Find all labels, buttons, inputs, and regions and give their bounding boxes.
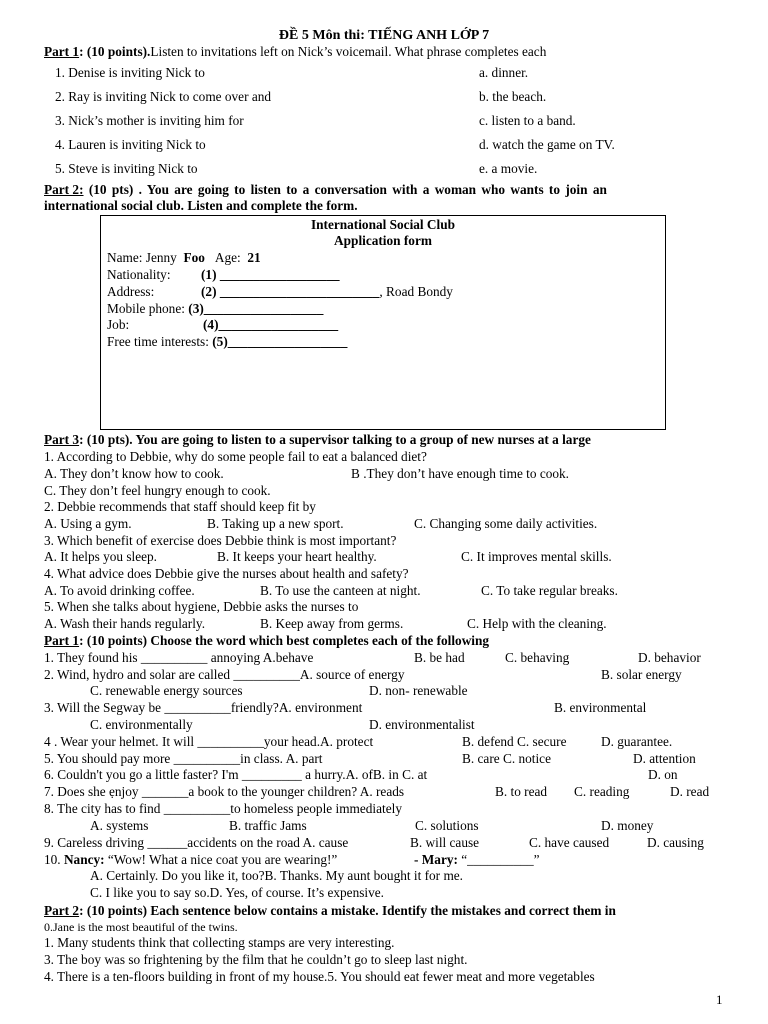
option: A. Certainly. Do you like it, too?B. Thanks. My aunt bought it for me.	[90, 868, 464, 883]
form-subheading: Application form	[334, 233, 432, 248]
question: 6. Couldn't you go a little faster? I'm _________ a hurry.A. ofB. in C. at	[44, 767, 428, 782]
matching-answer: c. listen to a band.	[479, 113, 576, 128]
option: C. Changing some daily activities.	[414, 516, 598, 531]
option: B. Keep away from germs.	[260, 616, 404, 631]
option: B. It keeps your heart healthy.	[217, 549, 377, 564]
option: B. defend C. secure	[462, 734, 567, 749]
question: 3. Which benefit of exercise does Debbie think is most important?	[44, 533, 397, 548]
option: C. They don’t feel hungry enough to cook.	[44, 483, 271, 498]
name-label: Name: Jenny	[107, 250, 177, 265]
matching-answer: e. a movie.	[479, 161, 538, 176]
part-instruction: Listen to invitations left on Nick’s voicemail. What phrase completes each	[150, 44, 547, 59]
option: C. To take regular breaks.	[481, 583, 618, 598]
option: C. behaving	[505, 650, 570, 665]
part-label: Part 1	[44, 633, 80, 648]
vocab-part1-heading	[44, 633, 489, 649]
nancy-line: “Wow! What a nice coat you are wearing!”	[107, 852, 338, 867]
mary-line: “__________”	[461, 852, 540, 867]
error-part2-heading	[44, 903, 616, 919]
page-number: 1	[716, 992, 723, 1007]
nationality-label: Nationality:	[107, 267, 171, 282]
listening-part3-heading	[44, 432, 591, 448]
error-sentence: 4. There is a ten-floors building in front of my house.5. You should eat fewer meat and more vegetables	[44, 969, 595, 984]
error-sentence: 1. Many students think that collecting stamps are very interesting.	[44, 935, 395, 950]
free-time-row	[107, 334, 347, 350]
option: D. behavior	[638, 650, 701, 665]
page-title: ĐỀ 5 Môn thi: TIẾNG ANH LỚP 7	[278, 28, 490, 43]
listening-part2-heading	[44, 182, 607, 198]
dialogue-reply	[414, 852, 540, 868]
option: D. on	[648, 767, 678, 782]
nationality-blank: (1) __________________	[201, 267, 340, 282]
job-blank: (4)__________________	[203, 317, 339, 332]
option: B. To use the canteen at night.	[260, 583, 421, 598]
address-row	[201, 284, 453, 300]
speaker-mary: - Mary:	[414, 852, 458, 867]
option: A. systems	[90, 818, 149, 833]
question: 8. The city has to find __________to homeless people immediately	[44, 801, 402, 816]
part-points: : (10 points).	[79, 44, 151, 59]
option: D. money	[601, 818, 654, 833]
surname-value: Foo	[183, 250, 205, 265]
matching-answer: a. dinner.	[479, 65, 529, 80]
question: 1. According to Debbie, why do some people fail to eat a balanced diet?	[44, 449, 427, 464]
part-instruction: (10 pts) . You are going to listen to a conversation with a woman who wants to join an	[83, 182, 607, 197]
job-label: Job:	[107, 317, 130, 332]
question: 5. You should pay more __________in class. A. part	[44, 751, 323, 766]
option: C. have caused	[529, 835, 610, 850]
example-sentence: 0.Jane is the most beautiful of the twins.	[44, 920, 238, 934]
option: C. reading	[574, 784, 630, 799]
option: C. Help with the cleaning.	[467, 616, 607, 631]
option: B. traffic Jams	[229, 818, 307, 833]
dialogue-question	[44, 852, 337, 868]
option: B. Taking up a new sport.	[207, 516, 344, 531]
question: 7. Does she ẹnjoy _______a book to the younger children? A. reads	[44, 784, 405, 799]
option: B .They don’t have enough time to cook.	[351, 466, 570, 481]
matching-answer: d. watch the game on TV.	[479, 137, 615, 152]
question: 4 . Wear your helmet. It will __________your head.A. protect	[44, 734, 374, 749]
mobile-label: Mobile phone:	[107, 301, 185, 316]
part-instruction: : (10 points) Choose the word which best completes each of the following	[79, 633, 490, 648]
option: D. environmentalist	[369, 717, 475, 732]
question: 5. When she talks about hygiene, Debbie asks the nurses to	[44, 599, 359, 614]
part-instruction: : (10 pts). You are going to listen to a supervisor talking to a group of new nurses at a large	[79, 432, 591, 447]
speaker-nancy: Nancy:	[63, 852, 105, 867]
part-instruction-cont: international social club. Listen and complete the form.	[44, 198, 358, 213]
option: D. read	[670, 784, 710, 799]
matching-question: 4. Lauren is inviting Nick to	[55, 137, 206, 152]
option: B. will cause	[410, 835, 480, 850]
option: D. attention	[633, 751, 696, 766]
option: A. Using a gym.	[44, 516, 132, 531]
question: 2. Debbie recommends that staff should keep fit by	[44, 499, 316, 514]
error-sentence: 3. The boy was so frightening by the film that he couldn’t go to sleep last night.	[44, 952, 468, 967]
option: D. guarantee.	[601, 734, 673, 749]
option: A. It helps you sleep.	[44, 549, 158, 564]
option: B. be had	[414, 650, 465, 665]
part-label: Part 3	[44, 432, 80, 447]
matching-answer: b. the beach.	[479, 89, 547, 104]
part-label: Part 1	[44, 44, 80, 59]
mobile-blank: (3)__________________	[188, 301, 324, 316]
question: 4. What advice does Debbie give the nurses about health and safety?	[44, 566, 409, 581]
address-suffix: , Road Bondy	[379, 284, 453, 299]
listening-part1-heading	[44, 44, 546, 60]
address-blank: (2) ________________________	[201, 284, 380, 299]
address-label: Address:	[107, 284, 155, 299]
part-label: Part 2:	[44, 182, 84, 197]
form-heading: International Social Club	[310, 217, 456, 232]
part-label: Part 2	[44, 903, 80, 918]
option: B. care C. notice	[462, 751, 551, 766]
matching-question: 3. Nick’s mother is inviting him for	[55, 113, 244, 128]
option: C. environmentally	[90, 717, 193, 732]
option: B. to read	[495, 784, 548, 799]
question: 3. Will the Segway be __________friendly?A. environment	[44, 700, 363, 715]
option: C. renewable energy sources	[90, 683, 243, 698]
option: A. To avoid drinking coffee.	[44, 583, 195, 598]
matching-question: 5. Steve is inviting Nick to	[55, 161, 198, 176]
age-label: Age:	[214, 250, 241, 265]
option: D. causing	[647, 835, 704, 850]
option: C. I like you to say so.D. Yes, of course. It’s expensive.	[90, 885, 384, 900]
free-time-blank: (5)__________________	[212, 334, 348, 349]
form-name-row	[107, 250, 261, 266]
option: B. solar energy	[601, 667, 682, 682]
matching-question: 2. Ray is inviting Nick to come over and	[55, 89, 272, 104]
option: D. non- renewable	[369, 683, 468, 698]
question: 1. They found his __________ annoying A.behave	[44, 650, 314, 665]
age-value: 21	[247, 250, 261, 265]
option: B. environmental	[554, 700, 647, 715]
mobile-row	[107, 301, 323, 317]
question-number: 10.	[44, 852, 61, 867]
part-instruction: : (10 points) Each sentence below contains a mistake. Identify the mistakes and correct them in	[79, 903, 616, 918]
option: A. Wash their hands regularly.	[44, 616, 206, 631]
question: 9. Careless driving ______accidents on the road A. cause	[44, 835, 349, 850]
free-time-label: Free time interests:	[107, 334, 209, 349]
option: C. It improves mental skills.	[461, 549, 612, 564]
question: 2. Wind, hydro and solar are called __________A. source of energy	[44, 667, 405, 682]
option: C. solutions	[415, 818, 479, 833]
matching-question: 1. Denise is inviting Nick to	[55, 65, 205, 80]
option: A. They don’t know how to cook.	[44, 466, 224, 481]
